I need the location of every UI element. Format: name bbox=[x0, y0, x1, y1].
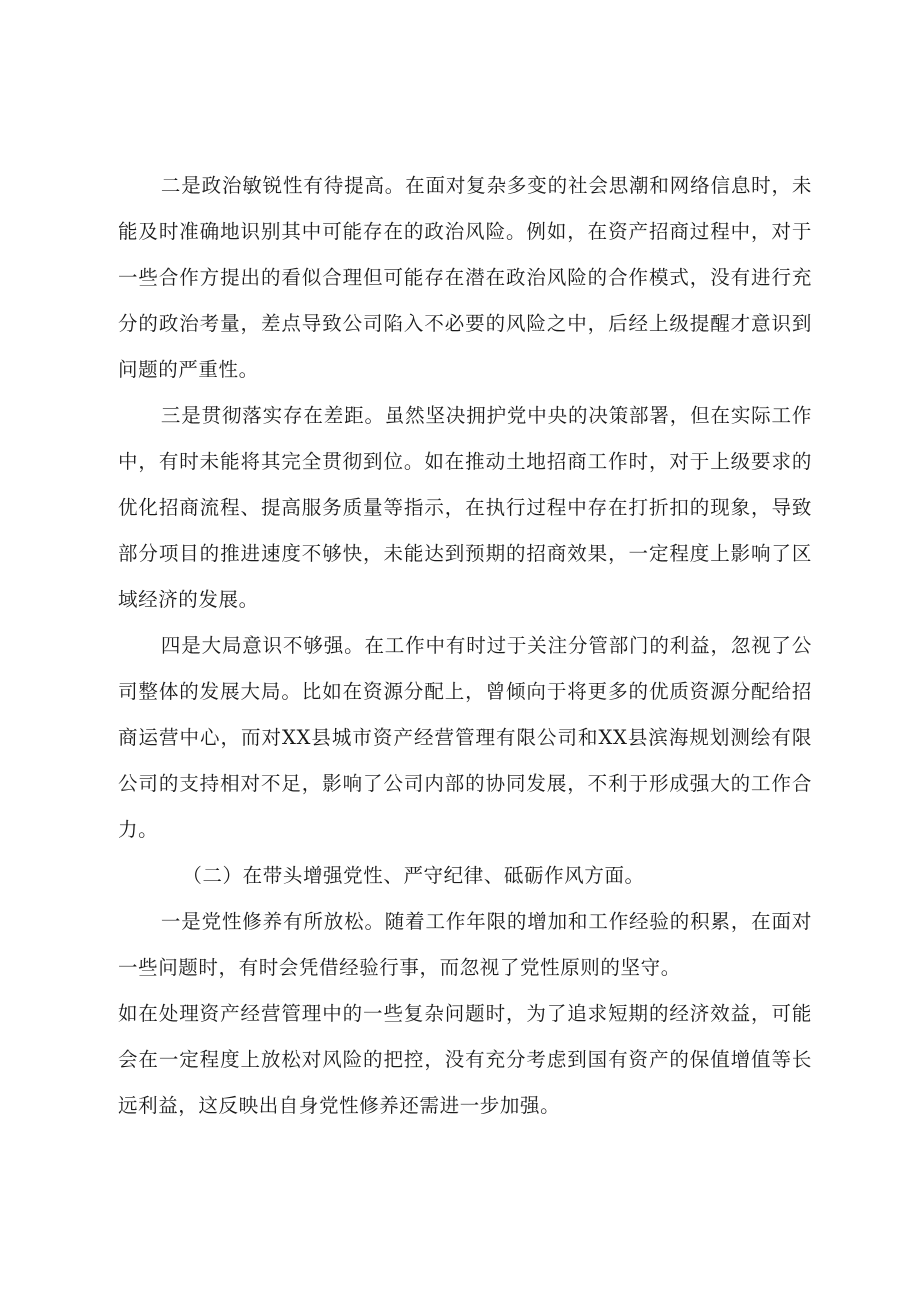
paragraph-asset-management-example: 如在处理资产经营管理中的一些复杂问题时，为了追求短期的经济效益，可能会在一定程度上放松对风险的把控，没有充分考虑到国有资产的保值增值等长远利益，这反映出自身党性修养还需进一步加强。 bbox=[118, 1002, 812, 1117]
paragraph-implementation-gap: 三是贯彻落实存在差距。虽然坚决拥护党中央的决策部署，但在实际工作中，有时未能将其完全贯彻到位。如在推动土地招商工作时，对于上级要求的优化招商流程、提高服务质量等指示，在执行过程中存在打折扣的现象，导致部分项目的推进速度不够快，未能达到预期的招商效果，一定程度上影响了区域经济的发展。 bbox=[118, 404, 812, 611]
paragraph-political-sensitivity: 二是政治敏锐性有待提高。在面对复杂多变的社会思潮和网络信息时，未能及时准确地识别其中可能存在的政治风险。例如，在资产招商过程中，对于一些合作方提出的看似合理但可能存在潜在政治风险的合作模式，没有进行充分的政治考量，差点导致公司陷入不必要的风险之中，后经上级提醒才意识到问题的严重性。 bbox=[118, 174, 812, 381]
document-body bbox=[118, 163, 812, 1129]
section-heading-party-spirit: （二）在带头增强党性、严守纪律、砥砺作风方面。 bbox=[182, 864, 645, 887]
paragraph-party-cultivation: 一是党性修养有所放松。随着工作年限的增加和工作经验的积累，在面对一些问题时，有时会凭借经验行事，而忽视了党性原则的坚守。 bbox=[118, 910, 812, 979]
paragraph-overall-awareness: 四是大局意识不够强。在工作中有时过于关注分管部门的利益，忽视了公司整体的发展大局。比如在资源分配上，曾倾向于将更多的优质资源分配给招商运营中心，而对XX县城市资产经营管理有限公司和XX县滨海规划测绘有限公司的支持相对不足，影响了公司内部的协同发展，不利于形成强大的工作合力。 bbox=[118, 634, 812, 841]
